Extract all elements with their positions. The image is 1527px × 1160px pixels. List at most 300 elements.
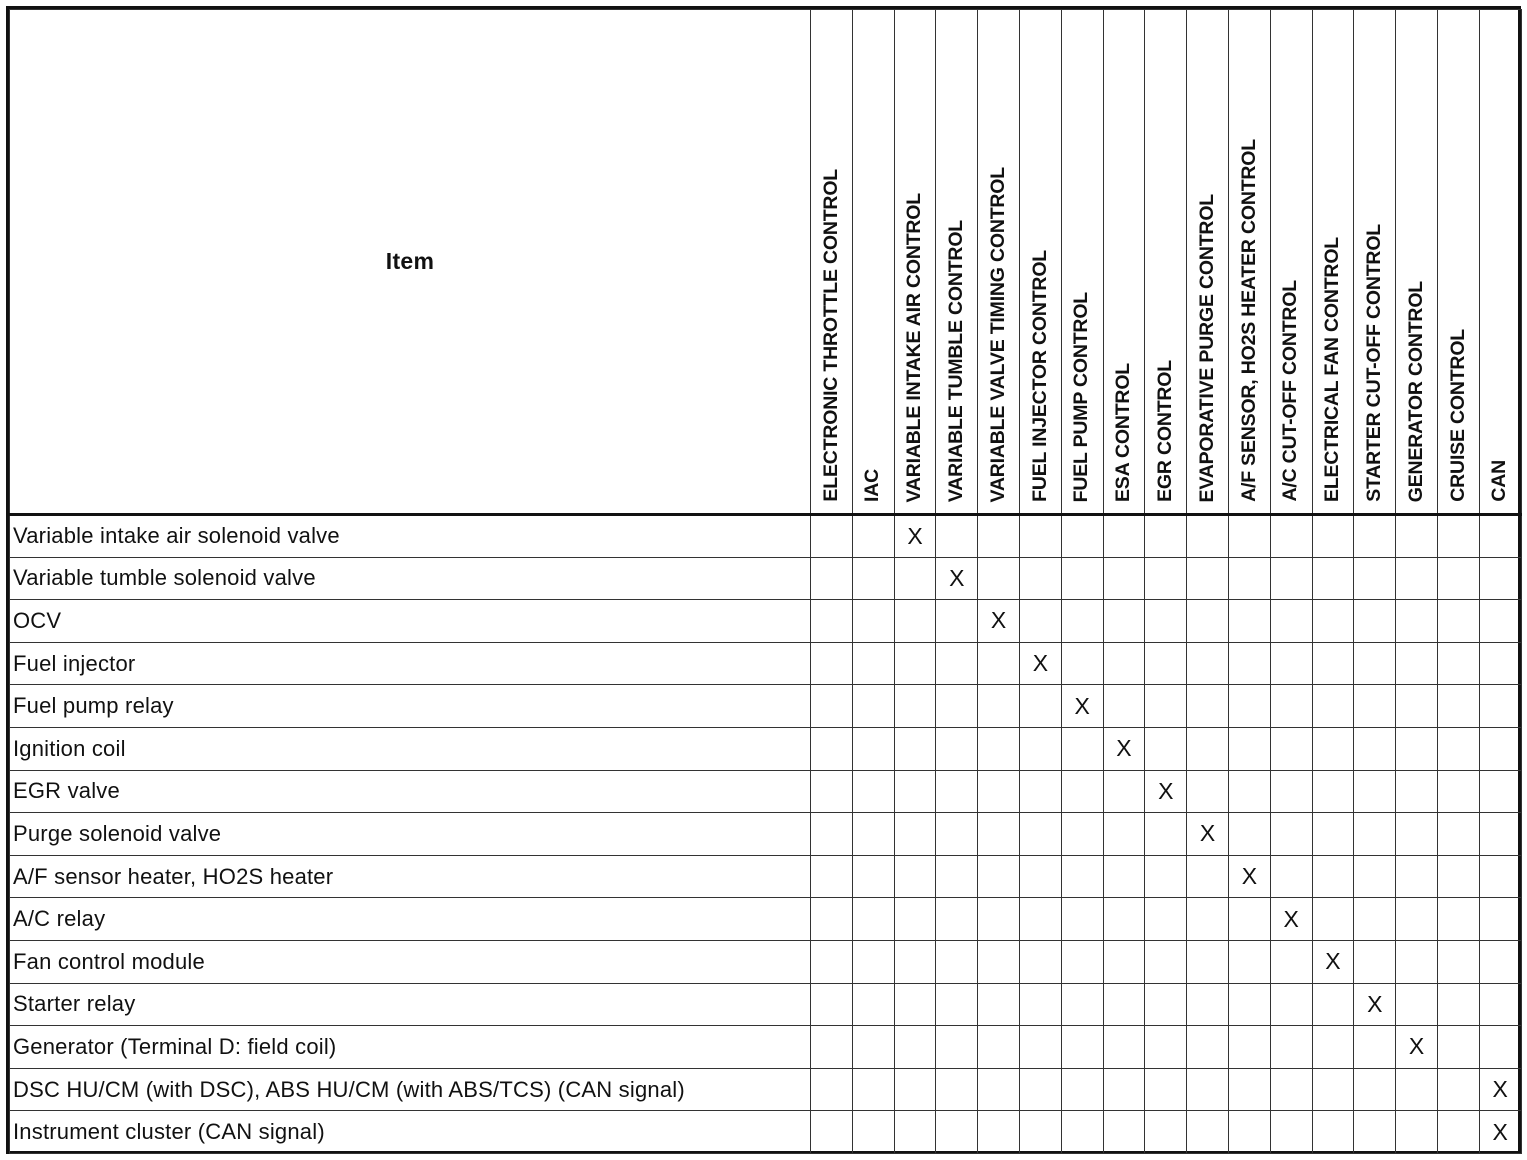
mark-cell	[1479, 642, 1521, 685]
column-header-label: ESA CONTROL	[1112, 363, 1135, 502]
table-row	[10, 940, 1522, 983]
mark-cell	[1187, 1111, 1229, 1154]
mark-cell	[978, 770, 1020, 813]
mark-cell	[1312, 1068, 1354, 1111]
mark-cell	[1312, 1111, 1354, 1154]
column-header-label: EGR CONTROL	[1154, 360, 1177, 502]
column-header	[1187, 10, 1229, 515]
column-header-label: STARTER CUT-OFF CONTROL	[1363, 224, 1385, 502]
item-cell: Ignition coil	[10, 727, 811, 770]
mark-cell	[936, 855, 978, 898]
mark-cell	[1396, 515, 1438, 558]
mark-cell	[1312, 600, 1354, 643]
mark-cell	[978, 940, 1020, 983]
mark-cell	[1103, 1026, 1145, 1069]
mark-cell	[1396, 855, 1438, 898]
mark-cell	[1145, 727, 1187, 770]
mark-cell	[1228, 770, 1270, 813]
mark-cell	[1187, 983, 1229, 1026]
control-matrix-table	[6, 6, 1521, 1154]
mark-cell	[1061, 1026, 1103, 1069]
mark-cell	[1228, 1111, 1270, 1154]
mark-cell	[1187, 557, 1229, 600]
mark-cell	[1019, 940, 1061, 983]
mark-cell	[1019, 515, 1061, 558]
mark-cell	[1061, 515, 1103, 558]
mark-cell	[1479, 600, 1521, 643]
mark-cell	[1228, 1026, 1270, 1069]
table-row	[10, 1026, 1522, 1069]
mark-cell	[1103, 940, 1145, 983]
mark-cell	[1187, 515, 1229, 558]
mark-cell	[1145, 898, 1187, 941]
mark-cell: X	[1479, 1068, 1521, 1111]
mark-cell	[1145, 813, 1187, 856]
mark-cell	[1019, 600, 1061, 643]
mark-cell	[1354, 685, 1396, 728]
mark-cell	[1270, 727, 1312, 770]
mark-cell	[894, 983, 936, 1026]
mark-cell	[852, 685, 894, 728]
mark-cell	[1019, 983, 1061, 1026]
mark-cell	[1479, 685, 1521, 728]
mark-cell: X	[1103, 727, 1145, 770]
mark-cell	[1479, 770, 1521, 813]
mark-cell	[852, 727, 894, 770]
column-header	[936, 10, 978, 515]
mark-cell	[852, 1111, 894, 1154]
mark-cell	[1437, 600, 1479, 643]
mark-cell	[894, 1026, 936, 1069]
mark-cell	[1061, 1111, 1103, 1154]
mark-cell	[1479, 898, 1521, 941]
mark-cell	[1228, 983, 1270, 1026]
mark-cell	[1312, 1026, 1354, 1069]
mark-cell	[1061, 642, 1103, 685]
mark-cell	[811, 515, 853, 558]
mark-cell	[1019, 1068, 1061, 1111]
mark-cell: X	[1019, 642, 1061, 685]
mark-cell	[852, 855, 894, 898]
item-cell: Variable tumble solenoid valve	[10, 557, 811, 600]
mark-cell	[1354, 1026, 1396, 1069]
mark-cell	[936, 642, 978, 685]
mark-cell	[936, 600, 978, 643]
mark-cell	[1396, 813, 1438, 856]
mark-cell: X	[894, 515, 936, 558]
mark-cell	[1396, 642, 1438, 685]
mark-cell	[1187, 770, 1229, 813]
item-cell: EGR valve	[10, 770, 811, 813]
header-row	[10, 10, 1522, 515]
column-header	[1145, 10, 1187, 515]
mark-cell	[852, 1026, 894, 1069]
mark-cell	[1312, 642, 1354, 685]
mark-cell	[1187, 1026, 1229, 1069]
mark-cell	[978, 515, 1020, 558]
mark-cell: X	[1396, 1026, 1438, 1069]
mark-cell	[1312, 855, 1354, 898]
mark-cell	[1061, 940, 1103, 983]
mark-cell	[1187, 940, 1229, 983]
column-header	[811, 10, 853, 515]
mark-cell: X	[1479, 1111, 1521, 1154]
mark-cell	[1019, 1026, 1061, 1069]
mark-cell	[1103, 1111, 1145, 1154]
mark-cell	[1061, 600, 1103, 643]
mark-cell	[811, 1026, 853, 1069]
mark-cell	[1228, 515, 1270, 558]
table-row	[10, 600, 1522, 643]
mark-cell	[894, 600, 936, 643]
mark-cell	[1354, 1068, 1396, 1111]
mark-cell	[1479, 557, 1521, 600]
mark-cell	[936, 685, 978, 728]
mark-cell	[852, 940, 894, 983]
mark-cell	[1396, 557, 1438, 600]
mark-cell	[852, 557, 894, 600]
mark-cell	[1228, 1068, 1270, 1111]
mark-cell	[1396, 1111, 1438, 1154]
table-row	[10, 557, 1522, 600]
mark-cell	[1019, 770, 1061, 813]
mark-cell	[1061, 1068, 1103, 1111]
mark-cell	[852, 642, 894, 685]
mark-cell	[1270, 1111, 1312, 1154]
mark-cell	[978, 642, 1020, 685]
mark-cell	[1061, 983, 1103, 1026]
mark-cell	[1145, 600, 1187, 643]
item-cell: Fan control module	[10, 940, 811, 983]
column-header	[852, 10, 894, 515]
mark-cell	[1103, 515, 1145, 558]
column-header	[1019, 10, 1061, 515]
mark-cell	[894, 557, 936, 600]
mark-cell	[852, 515, 894, 558]
item-cell: Fuel pump relay	[10, 685, 811, 728]
mark-cell	[894, 855, 936, 898]
mark-cell	[1103, 1068, 1145, 1111]
mark-cell	[1187, 727, 1229, 770]
mark-cell	[1270, 770, 1312, 813]
mark-cell	[1437, 727, 1479, 770]
mark-cell	[894, 642, 936, 685]
mark-cell	[1479, 1026, 1521, 1069]
mark-cell	[1270, 855, 1312, 898]
mark-cell	[1270, 1026, 1312, 1069]
mark-cell	[936, 898, 978, 941]
mark-cell	[811, 1068, 853, 1111]
mark-cell	[1437, 515, 1479, 558]
column-header-label: ELECTRONIC THROTTLE CONTROL	[819, 169, 842, 502]
mark-cell	[1354, 727, 1396, 770]
column-header	[1103, 10, 1145, 515]
mark-cell	[1103, 600, 1145, 643]
table-row	[10, 813, 1522, 856]
item-cell: Generator (Terminal D: field coil)	[10, 1026, 811, 1069]
mark-cell	[1145, 515, 1187, 558]
column-header-label: CAN	[1488, 460, 1511, 502]
column-header	[1437, 10, 1479, 515]
mark-cell	[1354, 1111, 1396, 1154]
mark-cell	[978, 1111, 1020, 1154]
mark-cell	[936, 940, 978, 983]
mark-cell	[1396, 600, 1438, 643]
mark-cell	[1103, 813, 1145, 856]
mark-cell	[1228, 727, 1270, 770]
item-cell: Instrument cluster (CAN signal)	[10, 1111, 811, 1154]
mark-cell	[1479, 940, 1521, 983]
mark-cell	[1270, 515, 1312, 558]
mark-cell	[1354, 898, 1396, 941]
mark-cell	[1437, 770, 1479, 813]
mark-cell	[811, 1111, 853, 1154]
mark-cell	[1396, 940, 1438, 983]
mark-cell	[852, 983, 894, 1026]
mark-cell	[936, 727, 978, 770]
table-row	[10, 685, 1522, 728]
mark-cell	[1061, 813, 1103, 856]
mark-cell	[936, 1111, 978, 1154]
mark-cell	[1061, 557, 1103, 600]
mark-cell	[1354, 557, 1396, 600]
item-column-header: Item	[10, 10, 811, 515]
mark-cell	[1312, 685, 1354, 728]
mark-cell	[1145, 1111, 1187, 1154]
mark-cell	[1270, 983, 1312, 1026]
item-cell: A/C relay	[10, 898, 811, 941]
mark-cell	[1479, 515, 1521, 558]
mark-cell	[894, 685, 936, 728]
mark-cell	[936, 813, 978, 856]
mark-cell	[1187, 1068, 1229, 1111]
mark-cell	[1228, 898, 1270, 941]
mark-cell	[1228, 642, 1270, 685]
mark-cell	[1145, 855, 1187, 898]
mark-cell	[894, 770, 936, 813]
mark-cell	[936, 1026, 978, 1069]
mark-cell	[1145, 983, 1187, 1026]
mark-cell	[1354, 515, 1396, 558]
mark-cell	[978, 898, 1020, 941]
column-header-label: VARIABLE TUMBLE CONTROL	[945, 219, 968, 502]
mark-cell	[811, 600, 853, 643]
mark-cell	[1354, 855, 1396, 898]
mark-cell: X	[1061, 685, 1103, 728]
mark-cell	[1187, 642, 1229, 685]
mark-cell	[1103, 642, 1145, 685]
mark-cell	[1312, 813, 1354, 856]
table-row	[10, 770, 1522, 813]
mark-cell	[1103, 983, 1145, 1026]
mark-cell	[978, 1026, 1020, 1069]
mark-cell	[978, 727, 1020, 770]
mark-cell	[978, 813, 1020, 856]
mark-cell	[1479, 813, 1521, 856]
mark-cell	[1019, 727, 1061, 770]
mark-cell	[936, 1068, 978, 1111]
mark-cell	[936, 770, 978, 813]
mark-cell	[1187, 600, 1229, 643]
column-header	[978, 10, 1020, 515]
mark-cell	[1479, 983, 1521, 1026]
mark-cell	[1354, 940, 1396, 983]
mark-cell	[1312, 983, 1354, 1026]
column-header-label: EVAPORATIVE PURGE CONTROL	[1195, 193, 1218, 502]
item-cell: Starter relay	[10, 983, 811, 1026]
column-header	[1228, 10, 1270, 515]
mark-cell	[1270, 557, 1312, 600]
mark-cell	[1145, 642, 1187, 685]
mark-cell	[1437, 1026, 1479, 1069]
mark-cell	[1396, 983, 1438, 1026]
mark-cell	[811, 685, 853, 728]
mark-cell	[1312, 557, 1354, 600]
mark-cell	[1479, 727, 1521, 770]
item-cell: DSC HU/CM (with DSC), ABS HU/CM (with ABS/TCS) (CAN signal)	[10, 1068, 811, 1111]
mark-cell	[1228, 813, 1270, 856]
mark-cell	[1228, 557, 1270, 600]
mark-cell	[1354, 642, 1396, 685]
table-row	[10, 1111, 1522, 1154]
mark-cell	[1270, 685, 1312, 728]
mark-cell	[1019, 685, 1061, 728]
mark-cell	[978, 557, 1020, 600]
mark-cell	[978, 855, 1020, 898]
mark-cell	[1103, 770, 1145, 813]
mark-cell	[1354, 770, 1396, 813]
column-header-label: VARIABLE INTAKE AIR CONTROL	[903, 192, 926, 502]
matrix-table	[9, 9, 1522, 1154]
mark-cell	[1354, 600, 1396, 643]
mark-cell	[1061, 727, 1103, 770]
table-row	[10, 642, 1522, 685]
mark-cell	[1354, 813, 1396, 856]
mark-cell	[1103, 685, 1145, 728]
column-header-label: GENERATOR CONTROL	[1404, 280, 1427, 502]
table-row	[10, 1068, 1522, 1111]
table-row	[10, 855, 1522, 898]
mark-cell	[811, 983, 853, 1026]
item-cell: Fuel injector	[10, 642, 811, 685]
mark-cell	[1437, 813, 1479, 856]
mark-cell	[1396, 898, 1438, 941]
mark-cell	[1270, 813, 1312, 856]
mark-cell	[1312, 727, 1354, 770]
mark-cell	[1437, 557, 1479, 600]
mark-cell	[1103, 557, 1145, 600]
mark-cell	[1396, 727, 1438, 770]
column-header	[1354, 10, 1396, 515]
mark-cell	[1437, 983, 1479, 1026]
mark-cell	[1019, 557, 1061, 600]
column-header-label: FUEL INJECTOR CONTROL	[1028, 250, 1051, 502]
mark-cell: X	[1354, 983, 1396, 1026]
mark-cell	[1145, 685, 1187, 728]
mark-cell: X	[1228, 855, 1270, 898]
column-header	[894, 10, 936, 515]
column-header	[1479, 10, 1521, 515]
mark-cell	[811, 642, 853, 685]
mark-cell	[1312, 515, 1354, 558]
mark-cell	[1312, 770, 1354, 813]
table-row	[10, 727, 1522, 770]
column-header-label: IAC	[861, 469, 884, 502]
mark-cell	[1270, 1068, 1312, 1111]
column-header	[1061, 10, 1103, 515]
mark-cell	[1437, 898, 1479, 941]
column-header	[1312, 10, 1354, 515]
mark-cell	[1437, 855, 1479, 898]
mark-cell	[1187, 855, 1229, 898]
mark-cell	[894, 1111, 936, 1154]
mark-cell	[1187, 898, 1229, 941]
mark-cell	[894, 940, 936, 983]
mark-cell	[1187, 685, 1229, 728]
mark-cell	[1228, 685, 1270, 728]
mark-cell	[1103, 898, 1145, 941]
item-cell: Purge solenoid valve	[10, 813, 811, 856]
mark-cell	[894, 727, 936, 770]
mark-cell: X	[1270, 898, 1312, 941]
mark-cell	[1061, 770, 1103, 813]
mark-cell	[1437, 1068, 1479, 1111]
column-header-label: A/F SENSOR, HO2S HEATER CONTROL	[1237, 139, 1260, 502]
mark-cell: X	[1187, 813, 1229, 856]
mark-cell	[978, 1068, 1020, 1111]
mark-cell	[1145, 557, 1187, 600]
mark-cell	[1019, 813, 1061, 856]
mark-cell	[1312, 898, 1354, 941]
mark-cell	[1437, 642, 1479, 685]
mark-cell	[811, 813, 853, 856]
column-header	[1396, 10, 1438, 515]
mark-cell	[811, 727, 853, 770]
mark-cell: X	[1145, 770, 1187, 813]
mark-cell	[1145, 1068, 1187, 1111]
mark-cell	[852, 600, 894, 643]
mark-cell	[1228, 940, 1270, 983]
mark-cell	[1061, 898, 1103, 941]
mark-cell	[811, 557, 853, 600]
table-row	[10, 515, 1522, 558]
column-header-label: A/C CUT-OFF CONTROL	[1279, 280, 1302, 502]
mark-cell	[1270, 642, 1312, 685]
table-row	[10, 898, 1522, 941]
table-row	[10, 983, 1522, 1026]
mark-cell	[1103, 855, 1145, 898]
column-header	[1270, 10, 1312, 515]
mark-cell	[1437, 940, 1479, 983]
mark-cell	[1479, 855, 1521, 898]
mark-cell	[1437, 685, 1479, 728]
mark-cell	[811, 770, 853, 813]
mark-cell	[1145, 940, 1187, 983]
mark-cell	[1019, 855, 1061, 898]
column-header-label: VARIABLE VALVE TIMING CONTROL	[986, 166, 1009, 502]
mark-cell	[811, 940, 853, 983]
mark-cell	[852, 898, 894, 941]
mark-cell	[978, 983, 1020, 1026]
mark-cell	[1396, 770, 1438, 813]
mark-cell: X	[936, 557, 978, 600]
mark-cell	[936, 515, 978, 558]
column-header-label: FUEL PUMP CONTROL	[1070, 291, 1093, 502]
mark-cell	[1019, 898, 1061, 941]
column-header-label: CRUISE CONTROL	[1446, 329, 1469, 502]
mark-cell	[811, 898, 853, 941]
mark-cell	[852, 813, 894, 856]
